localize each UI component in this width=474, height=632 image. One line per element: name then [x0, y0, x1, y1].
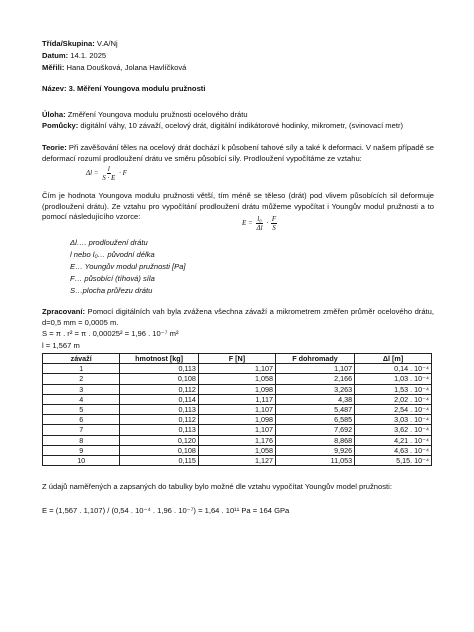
- table-row: [43, 425, 432, 435]
- table-cell: 1,127: [198, 455, 275, 465]
- measured-label: Měřili:: [42, 63, 65, 72]
- measurement-table: [42, 353, 432, 466]
- formula2-fraction-2: [271, 215, 277, 232]
- formula1-rhs: · F: [119, 169, 127, 178]
- table-cell: 6,585: [275, 415, 354, 425]
- table-row: [43, 404, 432, 414]
- table-cell: 8: [43, 435, 120, 445]
- table-cell: 9,926: [275, 445, 354, 455]
- table-cell: 11,053: [275, 455, 354, 465]
- table-cell: 7,692: [275, 425, 354, 435]
- table-cell: 0,113: [120, 425, 199, 435]
- table-cell: 6: [43, 415, 120, 425]
- paragraph-young-modulus: Čím je hodnota Youngova modulu pružnosti větší, tím méně se těleso (drát) pod vlivem působících sil deformuje (prodloužení drátu). Ze vztahu pro vypočítání prodloužení drátu můžeme vypočítat i Youngův modul pružnosti a to pomocí následujícího vzorce:: [42, 191, 434, 222]
- formula1-fraction: [101, 165, 116, 182]
- conclusion-text: Z údajů naměřených a zapsaných do tabulky bylo možné dle vztahu vypočítat Youngův model pružnosti:: [42, 482, 392, 491]
- table-cell: 0,120: [120, 435, 199, 445]
- table-cell: 5,487: [275, 404, 354, 414]
- formula2-lhs: E =: [242, 219, 253, 228]
- table-cell: 7: [43, 425, 120, 435]
- table-cell: 4: [43, 394, 120, 404]
- measured-line: [42, 63, 434, 74]
- table-row: [43, 435, 432, 445]
- processing-label: Zpracovaní:: [42, 307, 86, 316]
- class-value: V.A/Nj: [94, 39, 118, 48]
- table-cell: 0,113: [120, 404, 199, 414]
- table-cell: 0,114: [120, 394, 199, 404]
- formula1-denominator: S · E: [102, 174, 116, 182]
- table-cell: 3,62 . 10⁻⁴: [355, 425, 432, 435]
- processing-paragraph: [42, 307, 434, 328]
- table-cell: 0,108: [120, 374, 199, 384]
- date-line: [42, 51, 434, 62]
- legend-item: l nebo l₀… původní délka: [70, 250, 155, 259]
- result-line: E = (1,567 . 1,107) / (0,54 . 10⁻⁴ . 1,96 . 10⁻⁷) = 1,64 . 10¹¹ Pa = 164 GPa: [42, 506, 290, 515]
- date-value: 14.1. 2025: [68, 51, 107, 60]
- column-header: hmotnost [kg]: [120, 354, 199, 364]
- table-row: [43, 415, 432, 425]
- aids-text: digitální váhy, 10 závaží, ocelový drát, digitální indikátorové hodinky, mikrometr, (svinovací metr): [78, 121, 403, 130]
- aids-label: Pomůcky:: [42, 121, 79, 130]
- document-title: Název: 3. Měření Youngova modulu pružnosti: [42, 84, 206, 93]
- table-row: [43, 445, 432, 455]
- table-cell: 3,263: [275, 384, 354, 394]
- task-text: Změření Youngova modulu pružnosti ocelového drátu: [65, 110, 248, 119]
- area-line: S = π . r² = π . 0,00025² = 1,96 . 10⁻⁷ m²: [42, 329, 179, 338]
- date-label: Datum:: [42, 51, 69, 60]
- table-cell: 1,117: [198, 394, 275, 404]
- table-cell: 4,38: [275, 394, 354, 404]
- theory-text: Při zavěšování těles na ocelový drát dochází k působení tahové síly a také k deformaci. V našem případě se deformací rozumí prodloužení drátu ve směru působící síly. Prodloužení vypočítáme ze vztahu:: [42, 143, 434, 163]
- formula1-lhs: Δl =: [86, 169, 99, 178]
- formula1-numerator: l: [107, 165, 110, 173]
- theory-paragraph: [42, 143, 434, 164]
- aids-paragraph: [42, 121, 434, 132]
- legend-item: S…plocha průřezu drátu: [70, 286, 153, 295]
- table-cell: 1: [43, 364, 120, 374]
- elongation-formula: [86, 165, 127, 182]
- legend-item: E… Youngův modul pružnosti [Pa]: [70, 262, 186, 271]
- table-cell: 8,868: [275, 435, 354, 445]
- table-cell: 2: [43, 374, 120, 384]
- column-header: závaží: [43, 354, 120, 364]
- table-row: [43, 384, 432, 394]
- class-line: [42, 39, 434, 50]
- table-cell: 1,107: [275, 364, 354, 374]
- table-cell: 5: [43, 404, 120, 414]
- table-cell: 1,107: [198, 425, 275, 435]
- formula2-denominator-2: S: [272, 224, 276, 232]
- table-cell: 4,63 . 10⁻⁴: [355, 445, 432, 455]
- table-cell: 5,15. 10⁻⁴: [355, 455, 432, 465]
- table-cell: 10: [43, 455, 120, 465]
- formula2-numerator-1: l₀: [257, 215, 262, 223]
- table-cell: 1,058: [198, 374, 275, 384]
- legend-item: Δl…. prodloužení drátu: [70, 238, 148, 247]
- table-cell: 1,098: [198, 415, 275, 425]
- column-header: F [N]: [198, 354, 275, 364]
- table-row: [43, 394, 432, 404]
- young-modulus-formula: [242, 215, 278, 232]
- table-cell: 1,098: [198, 384, 275, 394]
- processing-text: Pomocí digitálních vah byla zvážena všechna závaží a mikrometrem změřen průměr ocelového drátu, d=0,5 mm = 0,0005 m.: [42, 307, 434, 327]
- table-cell: 1,107: [198, 364, 275, 374]
- table-cell: 1,53 . 10⁻⁴: [355, 384, 432, 394]
- table-row: [43, 364, 432, 374]
- table-row: [43, 455, 432, 465]
- table-cell: 0,108: [120, 445, 199, 455]
- table-header-row: [43, 354, 432, 364]
- theory-label: Teorie:: [42, 143, 67, 152]
- formula2-numerator-2: F: [271, 215, 277, 223]
- measured-value: Hana Doušková, Jolana Havlíčková: [64, 63, 187, 72]
- table-cell: 3,03 . 10⁻⁴: [355, 415, 432, 425]
- table-cell: 2,166: [275, 374, 354, 384]
- table-cell: 1,03 . 10⁻⁴: [355, 374, 432, 384]
- task-label: Úloha:: [42, 110, 66, 119]
- table-cell: 9: [43, 445, 120, 455]
- formula2-fraction-1: [256, 215, 264, 232]
- table-cell: 0,112: [120, 415, 199, 425]
- class-label: Třída/Skupina:: [42, 39, 95, 48]
- table-cell: 4,21 . 10⁻⁴: [355, 435, 432, 445]
- task-line: [42, 110, 434, 121]
- table-cell: 0,14 . 10⁻⁴: [355, 364, 432, 374]
- table-cell: 1,107: [198, 404, 275, 414]
- table-cell: 0,112: [120, 384, 199, 394]
- table-row: [43, 374, 432, 384]
- table-cell: 2,02 . 10⁻⁴: [355, 394, 432, 404]
- column-header: Δl [m]: [355, 354, 432, 364]
- table-cell: 1,058: [198, 445, 275, 455]
- table-cell: 2,54 . 10⁻⁴: [355, 404, 432, 414]
- table-cell: 0,115: [120, 455, 199, 465]
- legend-item: F… působící (tíhová) síla: [70, 274, 155, 283]
- table-cell: 3: [43, 384, 120, 394]
- formula2-dot: ·: [266, 219, 269, 228]
- table-cell: 1,176: [198, 435, 275, 445]
- column-header: F dohromady: [275, 354, 354, 364]
- formula2-denominator-1: Δl: [256, 224, 263, 232]
- table-cell: 0,113: [120, 364, 199, 374]
- length-line: l = 1,567 m: [42, 341, 80, 350]
